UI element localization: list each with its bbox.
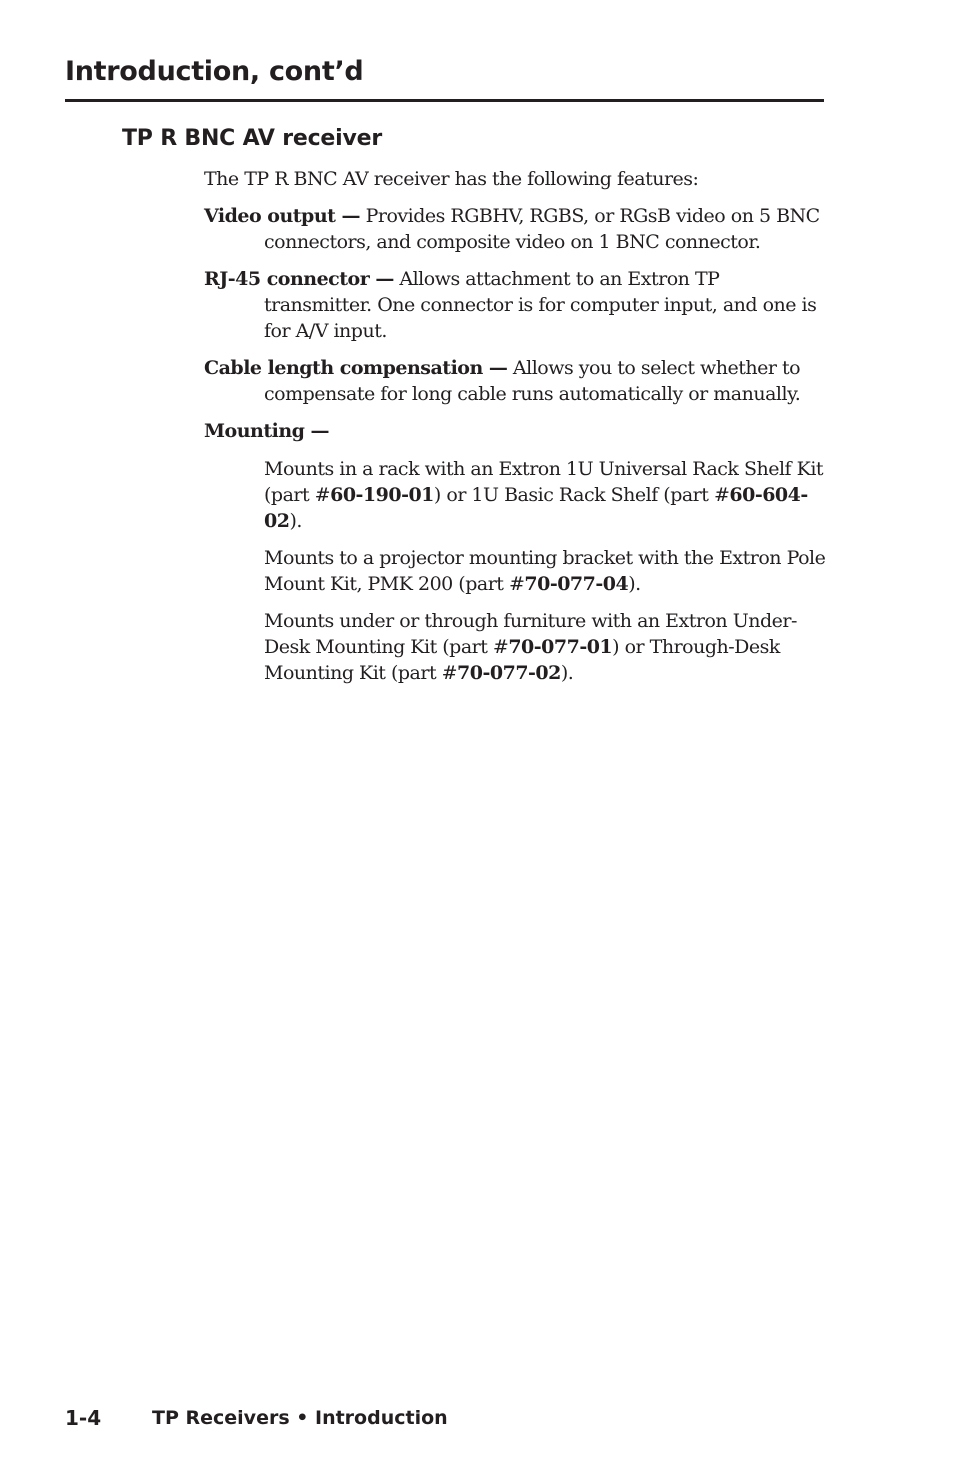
part-number: 60-604-02 — [264, 484, 808, 532]
mounting-text: ) or Through-Desk Mounting Kit (part # — [264, 636, 780, 684]
mounting-text: Mounts in a rack with an Extron 1U Universal Rack Shelf Kit (part # — [264, 458, 824, 506]
mounting-item-pole — [204, 545, 828, 597]
feature-rj45-connector — [204, 266, 828, 344]
mounting-text: ) or 1U Basic Rack Shelf (part # — [433, 484, 730, 506]
feature-cable-length-compensation — [204, 355, 828, 407]
part-number: 70-077-02 — [457, 662, 561, 684]
feature-video-output — [204, 203, 828, 255]
mounting-item-rack — [204, 456, 828, 534]
mounting-text: Mounts to a projector mounting bracket with the Extron Pole Mount Kit, PMK 200 (part # — [264, 547, 826, 595]
feature-mounting — [204, 418, 828, 444]
part-number: 60-190-01 — [330, 484, 434, 506]
mounting-item-desk — [204, 608, 828, 686]
chapter-title: Introduction, cont’d — [65, 56, 364, 87]
feature-text: Provides RGBHV, RGBS, or RGsB video on 5 BNC connectors, and composite video on 1 BNC connector. — [264, 205, 820, 253]
feature-term: Cable length compensation — — [204, 357, 508, 379]
section-heading: TP R BNC AV receiver — [122, 126, 382, 151]
feature-term: RJ-45 connector — — [204, 268, 394, 290]
feature-term: Video output — — [204, 205, 361, 227]
mounting-text: ). — [628, 573, 641, 595]
running-title: TP Receivers • Introduction — [152, 1407, 448, 1429]
intro-paragraph: The TP R BNC AV receiver has the following features: — [204, 168, 699, 190]
header-rule — [65, 99, 824, 102]
part-number: 70-077-01 — [508, 636, 613, 658]
part-number: 70-077-04 — [524, 573, 629, 595]
mounting-text: ). — [289, 510, 302, 532]
feature-text: Allows attachment to an Extron TP transmitter. One connector is for computer input, and one is for A/V input. — [264, 268, 817, 342]
page-number: 1-4 — [65, 1406, 102, 1430]
section-body — [204, 166, 828, 697]
feature-text: Allows you to select whether to compensate for long cable runs automatically or manually. — [264, 357, 801, 405]
mounting-text: Mounts under or through furniture with an Extron Under-Desk Mounting Kit (part # — [264, 610, 797, 658]
feature-term: Mounting — — [204, 420, 330, 442]
mounting-text: ). — [560, 662, 574, 684]
